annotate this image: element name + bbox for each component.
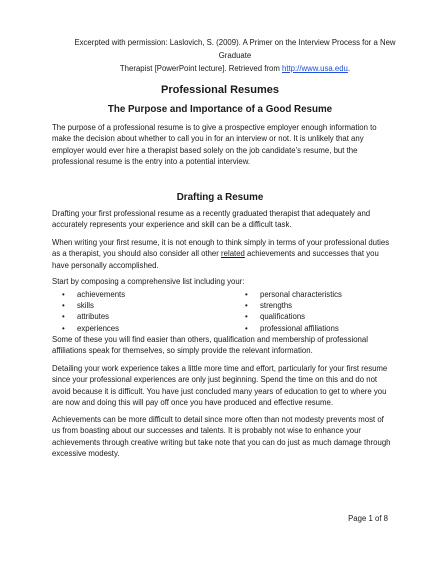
list-item (62, 289, 125, 300)
citation-line-2 (70, 62, 400, 75)
list-column-left (62, 289, 125, 334)
document-title: Professional Resumes (161, 84, 279, 96)
list-column-right (245, 289, 342, 334)
bullet-icon: • (62, 290, 65, 299)
underlined-word-related: related (221, 249, 245, 259)
citation-link[interactable]: http://www.usa.edu (282, 64, 348, 73)
list-item-label: strengths (260, 301, 293, 311)
paragraph-writing-text-2: achievements and successes that you have personally accomplished. (52, 249, 379, 270)
list-item (62, 300, 125, 311)
bullet-icon: • (245, 290, 248, 299)
paragraph-drafting-intro: Drafting your first professional resume as a recently graduated therapist that adequately and accurately represents your experience and skill can be a difficult task. (52, 209, 371, 230)
section-heading-purpose: The Purpose and Importance of a Good Resume (107, 104, 333, 115)
bullet-icon: • (62, 301, 65, 311)
paragraph-purpose: The purpose of a professional resume is to give a prospective employer enough information to make the decision about whether to call you in for an interview or not. It is unlikely that any employer would ever hire a therapist based solely on the job candidate’s resume, but the professional resume is the entry into a potential interview. (52, 123, 377, 167)
list-item (62, 311, 125, 322)
list-item (245, 300, 342, 311)
paragraph-achievements: Achievements can be more difficult to detail since more often than not modesty prevents most of us from boasting about our successes and talents. It is probably not wise to enhance your achievements through creative writing but take note that you can do just as much damage through excessive modesty. (52, 415, 391, 459)
list-item (62, 323, 125, 334)
list-item-label: experiences (77, 323, 120, 333)
bullet-icon: • (62, 312, 65, 322)
bullet-icon: • (62, 323, 65, 333)
page-number: Page 1 of 8 (348, 514, 388, 523)
citation-line-2-text: Therapist [PowerPoint lecture]. Retrieved from (119, 64, 282, 73)
section-heading-drafting: Drafting a Resume (176, 192, 264, 203)
paragraph-work-experience: Detailing your work experience takes a little more time and effort, particularly for your first resume since your professional experiences are only just beginning. Spend the time on this and do not avoid because it is difficult. You have just concluded many years of education to get to where you are now and doing this will pay off once you have produced and effective resume. (52, 364, 388, 408)
list-item (245, 289, 342, 300)
paragraph-writing-text-1: When writing your first resume, it is not enough to think simply in terms of your professional duties as a therapist, you should also consider all other (52, 238, 390, 259)
list-item (245, 323, 342, 334)
bullet-icon: • (245, 312, 248, 322)
list-item-label: achievements (77, 290, 126, 299)
list-item-label: skills (77, 301, 94, 311)
citation-line-2-end: . (347, 64, 351, 73)
list-item-label: qualifications (260, 312, 306, 322)
list-item (245, 311, 342, 322)
citation-line-1: Excerpted with permission: Laslovich, S. (2009). A Primer on the Interview Process for a New Graduate (74, 38, 396, 60)
bullet-icon: • (245, 301, 248, 311)
paragraph-affiliations: Some of these you will find easier than others, qualification and membership of professional affiliations speak for themselves, so simply provide the relevant information. (52, 335, 368, 356)
list-item-label: attributes (77, 312, 110, 322)
paragraph-writing-first-resume (52, 237, 392, 271)
citation (70, 36, 400, 75)
list-item-label: professional affiliations (260, 323, 339, 333)
paragraph-list-intro: Start by composing a comprehensive list including your: (52, 277, 245, 286)
list-item-label: personal characteristics (260, 290, 342, 299)
bullet-icon: • (245, 323, 248, 333)
